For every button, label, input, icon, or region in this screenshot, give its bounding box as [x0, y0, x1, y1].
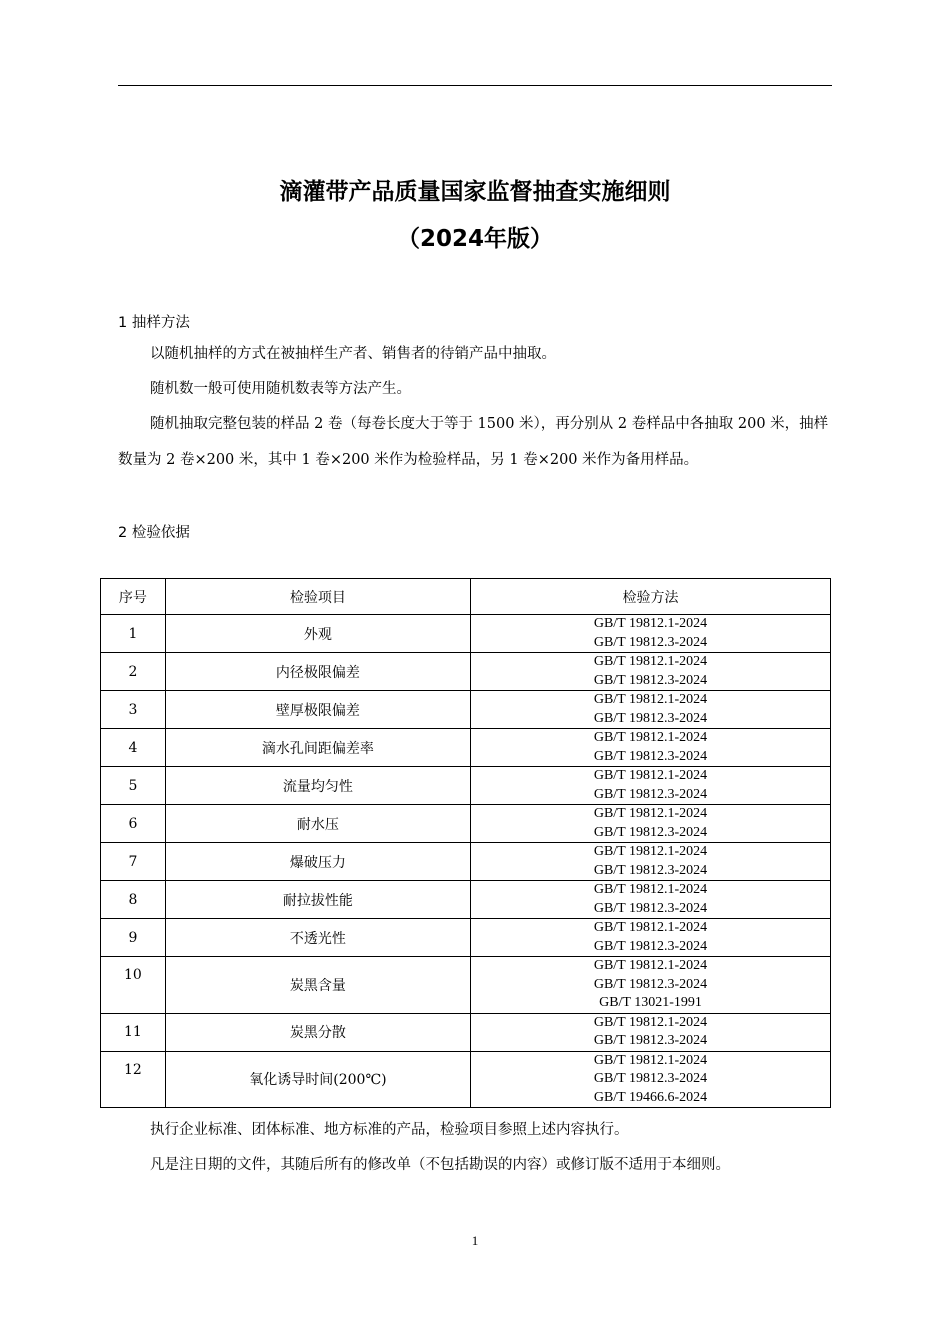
row-methods — [471, 1051, 831, 1108]
table-row — [101, 653, 831, 691]
method-line: GB/T 19812.3-2024 — [593, 1033, 708, 1048]
row-item: 爆破压力 — [165, 843, 470, 881]
method-line: GB/T 19812.1-2024 — [593, 806, 708, 821]
row-number: 6 — [101, 805, 166, 843]
row-methods — [471, 653, 831, 691]
method-line: GB/T 19812.3-2024 — [593, 672, 708, 688]
table-row — [101, 957, 831, 1014]
row-number: 4 — [101, 729, 166, 767]
row-number: 5 — [101, 767, 166, 805]
method-line: GB/T 19812.3-2024 — [593, 824, 708, 840]
header-seq: 序号 — [101, 579, 166, 615]
row-methods — [471, 805, 831, 843]
table-row — [101, 615, 831, 653]
row-item: 炭黑含量 — [165, 957, 470, 1014]
method-line: GB/T 19812.3-2024 — [593, 634, 708, 650]
row-methods — [471, 919, 831, 957]
method-line: GB/T 19812.3-2024 — [593, 862, 708, 878]
table-row — [101, 919, 831, 957]
section1-p1-text: 以随机抽样的方式在被抽样生产者、销售者的待销产品中抽取。 — [150, 346, 556, 362]
method-line: GB/T 19812.1-2024 — [593, 654, 708, 669]
row-item: 耐拉拔性能 — [165, 881, 470, 919]
row-methods — [471, 881, 831, 919]
row-number: 7 — [101, 843, 166, 881]
method-line: GB/T 19812.3-2024 — [593, 938, 708, 954]
row-number: 10 — [101, 957, 166, 1014]
section1-paragraph-2 — [118, 371, 832, 407]
table-header-row — [101, 579, 831, 615]
header-method: 检验方法 — [471, 579, 831, 615]
row-number: 9 — [101, 919, 166, 957]
header-rule — [118, 85, 832, 86]
row-methods — [471, 1013, 831, 1051]
document-edition: （2024年版） — [396, 226, 553, 252]
row-item: 耐水压 — [165, 805, 470, 843]
document-title: 滴灌带产品质量国家监督抽查实施细则 — [279, 179, 671, 205]
method-line: GB/T 19812.1-2024 — [593, 920, 708, 935]
table-row — [101, 1013, 831, 1051]
method-line: GB/T 19812.3-2024 — [593, 900, 708, 916]
row-item: 内径极限偏差 — [165, 653, 470, 691]
table-row — [101, 881, 831, 919]
method-line: GB/T 19812.1-2024 — [593, 958, 708, 973]
method-line: GB/T 19812.3-2024 — [593, 710, 708, 726]
method-line: GB/T 19812.3-2024 — [593, 976, 708, 992]
row-methods — [471, 691, 831, 729]
inspection-table — [100, 578, 831, 1108]
method-line: GB/T 19812.1-2024 — [593, 730, 708, 745]
note-paragraph-1 — [118, 1112, 832, 1148]
header-item: 检验项目 — [165, 579, 470, 615]
method-line: GB/T 19812.1-2024 — [593, 616, 708, 631]
note-paragraph-2 — [118, 1147, 832, 1183]
table-row — [101, 767, 831, 805]
method-line: GB/T 19812.1-2024 — [593, 1014, 708, 1030]
row-number: 8 — [101, 881, 166, 919]
row-methods — [471, 843, 831, 881]
method-line: GB/T 19812.1-2024 — [593, 1052, 708, 1068]
row-methods — [471, 957, 831, 1014]
note1-text: 执行企业标准、团体标准、地方标准的产品，检验项目参照上述内容执行。 — [150, 1122, 629, 1138]
row-methods — [471, 615, 831, 653]
table-row — [101, 691, 831, 729]
row-item: 炭黑分散 — [165, 1013, 470, 1051]
method-line: GB/T 19466.6-2024 — [593, 1089, 708, 1105]
method-line: GB/T 19812.3-2024 — [593, 786, 708, 802]
section2-heading: 2 检验依据 — [118, 525, 190, 541]
table-row — [101, 1051, 831, 1108]
row-methods — [471, 767, 831, 805]
method-line: GB/T 19812.3-2024 — [593, 748, 708, 764]
method-line: GB/T 19812.1-2024 — [593, 844, 708, 859]
row-number: 12 — [101, 1051, 166, 1108]
table-row — [101, 843, 831, 881]
section1-paragraph-3 — [118, 406, 832, 478]
row-number: 3 — [101, 691, 166, 729]
row-item: 不透光性 — [165, 919, 470, 957]
section1-p3-text: 随机抽取完整包装的样品 2 卷（每卷长度大于等于 1500 米），再分别从 2 卷样品中各抽取 200 米，抽样数量为 2 卷×200 米，其中 1 卷×200 米作为检验样品，另 1 卷×200 米作为备用样品。 — [118, 416, 829, 468]
method-line: GB/T 13021-1991 — [599, 995, 702, 1010]
section1-p2-text: 随机数一般可使用随机数表等方法产生。 — [150, 381, 411, 397]
row-methods — [471, 729, 831, 767]
page-number: 1 — [471, 1233, 479, 1248]
row-item: 壁厚极限偏差 — [165, 691, 470, 729]
row-number: 1 — [101, 615, 166, 653]
table-row — [101, 805, 831, 843]
method-line: GB/T 19812.1-2024 — [593, 692, 708, 707]
section1-heading: 1 抽样方法 — [118, 315, 190, 331]
row-number: 2 — [101, 653, 166, 691]
section1-paragraph-1 — [118, 336, 832, 372]
method-line: GB/T 19812.1-2024 — [593, 882, 708, 897]
row-item: 氧化诱导时间(200℃) — [165, 1051, 470, 1108]
note2-text: 凡是注日期的文件，其随后所有的修改单（不包括勘误的内容）或修订版不适用于本细则。 — [150, 1157, 730, 1173]
method-line: GB/T 19812.3-2024 — [593, 1071, 708, 1086]
row-number: 11 — [101, 1013, 166, 1051]
row-item: 外观 — [165, 615, 470, 653]
method-line: GB/T 19812.1-2024 — [593, 768, 708, 783]
row-item: 流量均匀性 — [165, 767, 470, 805]
table-row — [101, 729, 831, 767]
row-item: 滴水孔间距偏差率 — [165, 729, 470, 767]
